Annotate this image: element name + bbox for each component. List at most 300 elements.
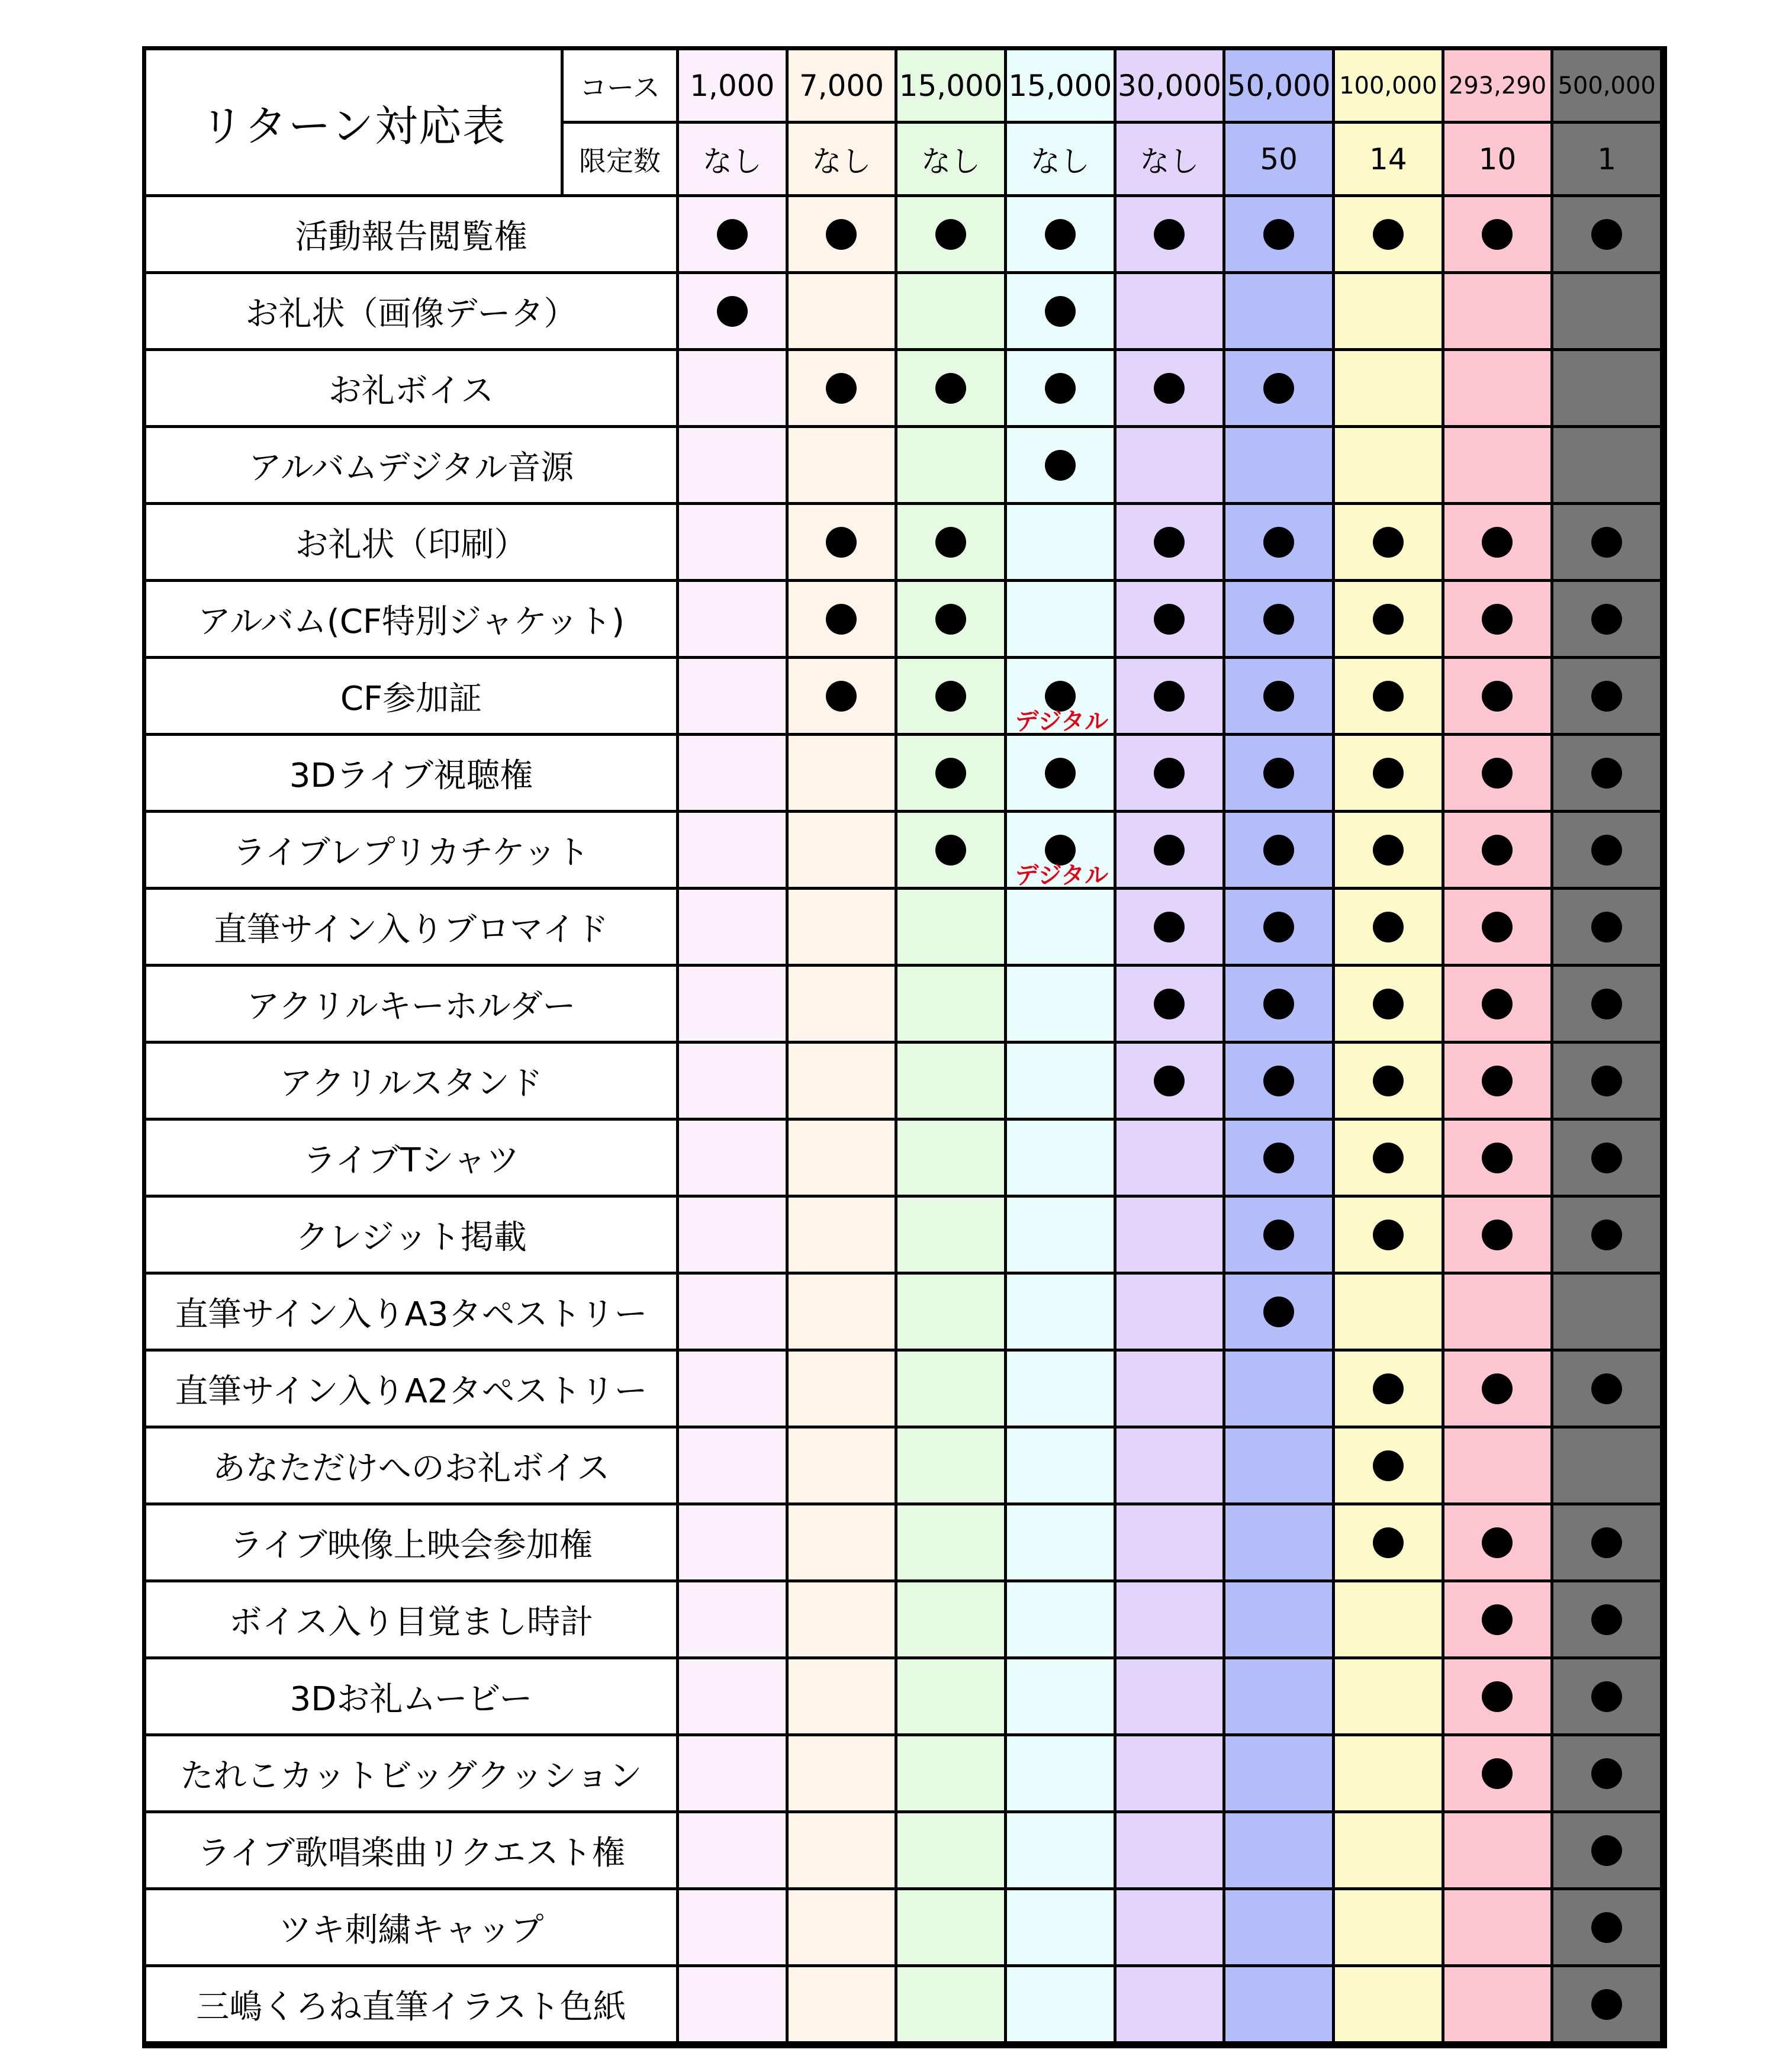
included-dot [1591, 1835, 1622, 1866]
reward-cell [679, 736, 789, 813]
included-dot [826, 219, 857, 250]
included-dot [1373, 1527, 1404, 1558]
included-dot [1482, 1604, 1513, 1635]
included-dot [1263, 1066, 1294, 1096]
reward-cell [789, 197, 898, 274]
included-dot [1591, 1143, 1622, 1173]
reward-cell [1007, 428, 1117, 505]
reward-cell [1225, 1428, 1335, 1505]
reward-cell [679, 274, 789, 351]
reward-cell [1007, 1505, 1117, 1582]
reward-cell [1225, 351, 1335, 428]
reward-label: CF参加証 [146, 659, 679, 736]
included-dot [1154, 373, 1185, 404]
reward-cell [1225, 1352, 1335, 1428]
reward-cell [789, 1967, 898, 2044]
included-dot [1482, 912, 1513, 942]
included-dot [1482, 1373, 1513, 1404]
reward-cell [1117, 1505, 1226, 1582]
reward-cell [1007, 582, 1117, 659]
reward-cell [1007, 505, 1117, 582]
reward-cell [789, 967, 898, 1044]
reward-cell [1117, 505, 1226, 582]
reward-cell [679, 890, 789, 967]
reward-cell [1444, 428, 1554, 505]
reward-cell [1117, 1659, 1226, 1736]
reward-cell [789, 659, 898, 736]
reward-label: クレジット掲載 [146, 1198, 679, 1275]
reward-cell [789, 1275, 898, 1352]
reward-cell [1444, 813, 1554, 890]
reward-cell [1335, 1198, 1444, 1275]
reward-cell [1117, 1890, 1226, 1967]
reward-label: ツキ刺繍キャップ [146, 1890, 679, 1967]
included-dot [826, 373, 857, 404]
reward-cell [897, 967, 1007, 1044]
reward-cell [789, 505, 898, 582]
reward-cell [1444, 582, 1554, 659]
digital-note: デジタル [1015, 708, 1109, 735]
included-dot [1373, 604, 1404, 635]
digital-note: デジタル [1015, 862, 1109, 889]
included-dot [1591, 1066, 1622, 1096]
reward-cell [789, 1736, 898, 1813]
reward-cell [1444, 1813, 1554, 1890]
included-dot [1045, 450, 1076, 481]
reward-cell [789, 1044, 898, 1121]
included-dot [1263, 219, 1294, 250]
reward-cell [1007, 890, 1117, 967]
reward-cell [679, 1890, 789, 1967]
included-dot [717, 219, 748, 250]
included-dot [826, 604, 857, 635]
reward-cell [897, 1890, 1007, 1967]
reward-cell [1007, 1044, 1117, 1121]
included-dot [1373, 219, 1404, 250]
course-amount: 50,000 [1225, 50, 1335, 124]
reward-cell [1335, 428, 1444, 505]
reward-cell [1225, 582, 1335, 659]
reward-cell [679, 1582, 789, 1659]
included-dot [1045, 296, 1076, 327]
course-limit: なし [897, 124, 1007, 197]
included-dot [1482, 604, 1513, 635]
reward-cell [789, 351, 898, 428]
reward-cell [1117, 967, 1226, 1044]
reward-cell [1007, 967, 1117, 1044]
course-amount: 1,000 [679, 50, 789, 124]
reward-label: ボイス入り目覚まし時計 [146, 1582, 679, 1659]
included-dot [1263, 835, 1294, 866]
reward-label: 直筆サイン入りA3タペストリー [146, 1275, 679, 1352]
reward-label: ライブ歌唱楽曲リクエスト権 [146, 1813, 679, 1890]
course-limit: 50 [1225, 124, 1335, 197]
reward-cell [1335, 1505, 1444, 1582]
reward-cell [1444, 659, 1554, 736]
reward-label: 3Dお礼ムービー [146, 1659, 679, 1736]
reward-label: アクリルスタンド [146, 1044, 679, 1121]
reward-cell [897, 582, 1007, 659]
reward-cell [789, 1121, 898, 1198]
reward-cell [1225, 1813, 1335, 1890]
included-dot [1154, 681, 1185, 712]
reward-cell [1444, 1582, 1554, 1659]
reward-cell [1117, 582, 1226, 659]
included-dot [1482, 835, 1513, 866]
included-dot [935, 604, 966, 635]
reward-cell [1444, 736, 1554, 813]
reward-cell [1335, 1352, 1444, 1428]
reward-cell [1007, 736, 1117, 813]
reward-cell [1553, 736, 1663, 813]
reward-cell [897, 1813, 1007, 1890]
reward-cell [1117, 1813, 1226, 1890]
reward-cell [789, 274, 898, 351]
course-limit: なし [679, 124, 789, 197]
included-dot [1591, 219, 1622, 250]
reward-cell [1007, 1659, 1117, 1736]
reward-cell [1553, 1813, 1663, 1890]
reward-cell [679, 505, 789, 582]
reward-cell [897, 1659, 1007, 1736]
reward-cell [1225, 1659, 1335, 1736]
reward-cell [1444, 1428, 1554, 1505]
reward-cell [897, 1044, 1007, 1121]
reward-cell [1553, 967, 1663, 1044]
reward-cell [1117, 428, 1226, 505]
included-dot [1482, 758, 1513, 789]
reward-cell [1444, 967, 1554, 1044]
reward-cell [1335, 1044, 1444, 1121]
reward-label: ライブレプリカチケット [146, 813, 679, 890]
included-dot [1154, 835, 1185, 866]
reward-cell [1117, 1582, 1226, 1659]
reward-label: お礼ボイス [146, 351, 679, 428]
included-dot [1482, 219, 1513, 250]
reward-label: ライブ映像上映会参加権 [146, 1505, 679, 1582]
reward-cell [679, 1428, 789, 1505]
included-dot [1373, 758, 1404, 789]
reward-cell [789, 1428, 898, 1505]
reward-cell [1007, 1736, 1117, 1813]
course-limit: なし [1117, 124, 1226, 197]
reward-cell [1225, 1736, 1335, 1813]
reward-cell [1444, 1890, 1554, 1967]
reward-cell [1444, 1352, 1554, 1428]
reward-cell [897, 736, 1007, 813]
reward-cell [1007, 351, 1117, 428]
course-amount: 7,000 [789, 50, 898, 124]
reward-cell [1335, 582, 1444, 659]
included-dot [1591, 1604, 1622, 1635]
limit-label: 限定数 [564, 124, 679, 197]
reward-cell [789, 736, 898, 813]
reward-cell [1444, 1044, 1554, 1121]
reward-cell [1335, 967, 1444, 1044]
reward-cell [1225, 736, 1335, 813]
reward-cell [1553, 813, 1663, 890]
reward-cell [1335, 1890, 1444, 1967]
reward-cell [1117, 813, 1226, 890]
included-dot [1373, 1143, 1404, 1173]
included-dot [935, 758, 966, 789]
included-dot [1482, 527, 1513, 558]
included-dot [1591, 1527, 1622, 1558]
reward-cell [897, 1736, 1007, 1813]
reward-cell [1444, 1121, 1554, 1198]
course-limit: 14 [1335, 124, 1444, 197]
reward-cell [1117, 659, 1226, 736]
reward-cell [679, 1736, 789, 1813]
reward-cell [1117, 890, 1226, 967]
reward-cell [1444, 1967, 1554, 2044]
included-dot [1591, 1912, 1622, 1943]
included-dot [1154, 912, 1185, 942]
reward-cell [1553, 351, 1663, 428]
reward-label: ライブTシャツ [146, 1121, 679, 1198]
included-dot [1154, 527, 1185, 558]
included-dot [1154, 1066, 1185, 1096]
reward-cell [1553, 1428, 1663, 1505]
included-dot [1263, 373, 1294, 404]
included-dot [1154, 989, 1185, 1019]
reward-cell [1553, 1275, 1663, 1352]
included-dot [935, 373, 966, 404]
reward-cell [679, 1352, 789, 1428]
reward-cell [1444, 1198, 1554, 1275]
included-dot [1591, 1373, 1622, 1404]
reward-cell [897, 1582, 1007, 1659]
reward-cell [1225, 967, 1335, 1044]
reward-cell [1117, 1275, 1226, 1352]
included-dot [935, 527, 966, 558]
included-dot [1263, 681, 1294, 712]
included-dot [1045, 373, 1076, 404]
reward-cell [897, 1352, 1007, 1428]
included-dot [1373, 989, 1404, 1019]
reward-cell [1225, 659, 1335, 736]
reward-cell [789, 1659, 898, 1736]
reward-cell [897, 1275, 1007, 1352]
reward-cell [1225, 1044, 1335, 1121]
reward-cell [1117, 1121, 1226, 1198]
included-dot [1263, 1296, 1294, 1327]
reward-cell [1553, 1121, 1663, 1198]
reward-cell [897, 1505, 1007, 1582]
course-limit: 1 [1553, 124, 1663, 197]
reward-cell [789, 1505, 898, 1582]
reward-cell [1444, 197, 1554, 274]
reward-label: お礼状（印刷） [146, 505, 679, 582]
included-dot [1591, 1681, 1622, 1712]
reward-cell [897, 1121, 1007, 1198]
reward-cell [1225, 428, 1335, 505]
reward-cell [1553, 582, 1663, 659]
reward-cell [1444, 505, 1554, 582]
reward-cell [1553, 505, 1663, 582]
table-title: リターン対応表 [146, 50, 564, 197]
reward-cell [679, 1659, 789, 1736]
reward-cell [1444, 1659, 1554, 1736]
included-dot [1482, 1527, 1513, 1558]
included-dot [1263, 758, 1294, 789]
reward-cell [679, 967, 789, 1044]
return-table [142, 46, 1667, 2048]
reward-cell [897, 351, 1007, 428]
included-dot [1263, 1220, 1294, 1250]
reward-cell [1444, 1736, 1554, 1813]
reward-cell [1225, 813, 1335, 890]
reward-cell [789, 813, 898, 890]
reward-cell [1335, 1121, 1444, 1198]
included-dot [1154, 604, 1185, 635]
reward-label: 三嶋くろね直筆イラスト色紙 [146, 1967, 679, 2044]
reward-cell [789, 428, 898, 505]
reward-cell [897, 1428, 1007, 1505]
included-dot [1482, 1066, 1513, 1096]
reward-cell [1117, 274, 1226, 351]
included-dot [1373, 912, 1404, 942]
included-dot [935, 835, 966, 866]
course-limit: なし [789, 124, 898, 197]
course-amount: 15,000 [1007, 50, 1117, 124]
reward-cell [1007, 1582, 1117, 1659]
included-dot [1263, 912, 1294, 942]
reward-cell [1225, 197, 1335, 274]
reward-cell [1444, 351, 1554, 428]
reward-cell [1553, 197, 1663, 274]
reward-cell [789, 1582, 898, 1659]
included-dot [1482, 1681, 1513, 1712]
reward-cell [789, 1352, 898, 1428]
reward-cell [1007, 1352, 1117, 1428]
reward-cell [1335, 1659, 1444, 1736]
included-dot [1373, 1373, 1404, 1404]
reward-cell [789, 1890, 898, 1967]
reward-cell [1225, 1582, 1335, 1659]
reward-cell [897, 274, 1007, 351]
reward-cell [679, 813, 789, 890]
reward-cell [1335, 1428, 1444, 1505]
reward-cell [1225, 1121, 1335, 1198]
reward-cell [1553, 1659, 1663, 1736]
reward-cell [679, 1813, 789, 1890]
reward-cell [1117, 351, 1226, 428]
included-dot [1482, 1220, 1513, 1250]
reward-cell [789, 890, 898, 967]
reward-cell [1444, 274, 1554, 351]
reward-cell [1225, 890, 1335, 967]
reward-cell [1444, 890, 1554, 967]
reward-cell [897, 813, 1007, 890]
included-dot [1482, 989, 1513, 1019]
reward-cell [1553, 1736, 1663, 1813]
included-dot [1154, 219, 1185, 250]
reward-label: お礼状（画像データ） [146, 274, 679, 351]
reward-cell [1553, 428, 1663, 505]
reward-cell [1007, 1890, 1117, 1967]
reward-cell [1007, 1198, 1117, 1275]
reward-cell [897, 197, 1007, 274]
included-dot [1373, 1450, 1404, 1481]
reward-cell [1225, 1198, 1335, 1275]
reward-cell [1007, 1428, 1117, 1505]
reward-cell [1335, 1275, 1444, 1352]
reward-cell [897, 428, 1007, 505]
included-dot [1154, 758, 1185, 789]
reward-cell [679, 1121, 789, 1198]
included-dot [1263, 604, 1294, 635]
reward-cell [1553, 1582, 1663, 1659]
reward-cell [679, 659, 789, 736]
reward-label: アルバムデジタル音源 [146, 428, 679, 505]
reward-label: あなただけへのお礼ボイス [146, 1428, 679, 1505]
reward-cell [1553, 1505, 1663, 1582]
reward-cell [1335, 890, 1444, 967]
reward-cell [679, 1505, 789, 1582]
reward-cell [1225, 1505, 1335, 1582]
included-dot [1045, 758, 1076, 789]
reward-cell [1553, 1890, 1663, 1967]
reward-cell [1225, 1967, 1335, 2044]
reward-cell [679, 351, 789, 428]
reward-cell [1335, 813, 1444, 890]
included-dot [1263, 989, 1294, 1019]
reward-cell [1553, 1967, 1663, 2044]
reward-cell [1444, 1505, 1554, 1582]
included-dot [1591, 912, 1622, 942]
reward-label: 3Dライブ視聴権 [146, 736, 679, 813]
reward-cell [1117, 1198, 1226, 1275]
included-dot [1482, 1758, 1513, 1789]
included-dot [1373, 527, 1404, 558]
included-dot [1591, 604, 1622, 635]
included-dot [1591, 1758, 1622, 1789]
reward-cell [789, 1198, 898, 1275]
reward-label: アルバム(CF特別ジャケット) [146, 582, 679, 659]
reward-cell [1335, 736, 1444, 813]
reward-cell [1007, 1275, 1117, 1352]
reward-cell [1335, 659, 1444, 736]
included-dot [1482, 681, 1513, 712]
reward-label: 活動報告閲覧権 [146, 197, 679, 274]
included-dot [1373, 1220, 1404, 1250]
included-dot [1373, 835, 1404, 866]
reward-cell [1007, 274, 1117, 351]
reward-cell [1335, 351, 1444, 428]
reward-cell [897, 659, 1007, 736]
included-dot [826, 681, 857, 712]
included-dot [1482, 1143, 1513, 1173]
included-dot [1591, 527, 1622, 558]
reward-cell [679, 1967, 789, 2044]
reward-cell [679, 428, 789, 505]
reward-cell [1225, 1890, 1335, 1967]
course-amount: 15,000 [897, 50, 1007, 124]
reward-cell [679, 197, 789, 274]
course-limit: なし [1007, 124, 1117, 197]
included-dot [1263, 1143, 1294, 1173]
reward-cell [679, 1275, 789, 1352]
reward-cell [1553, 1044, 1663, 1121]
reward-cell [1553, 659, 1663, 736]
reward-cell [1553, 890, 1663, 967]
included-dot [1591, 1220, 1622, 1250]
included-dot [717, 296, 748, 327]
reward-cell [897, 890, 1007, 967]
reward-cell [1117, 1352, 1226, 1428]
reward-cell [1335, 197, 1444, 274]
